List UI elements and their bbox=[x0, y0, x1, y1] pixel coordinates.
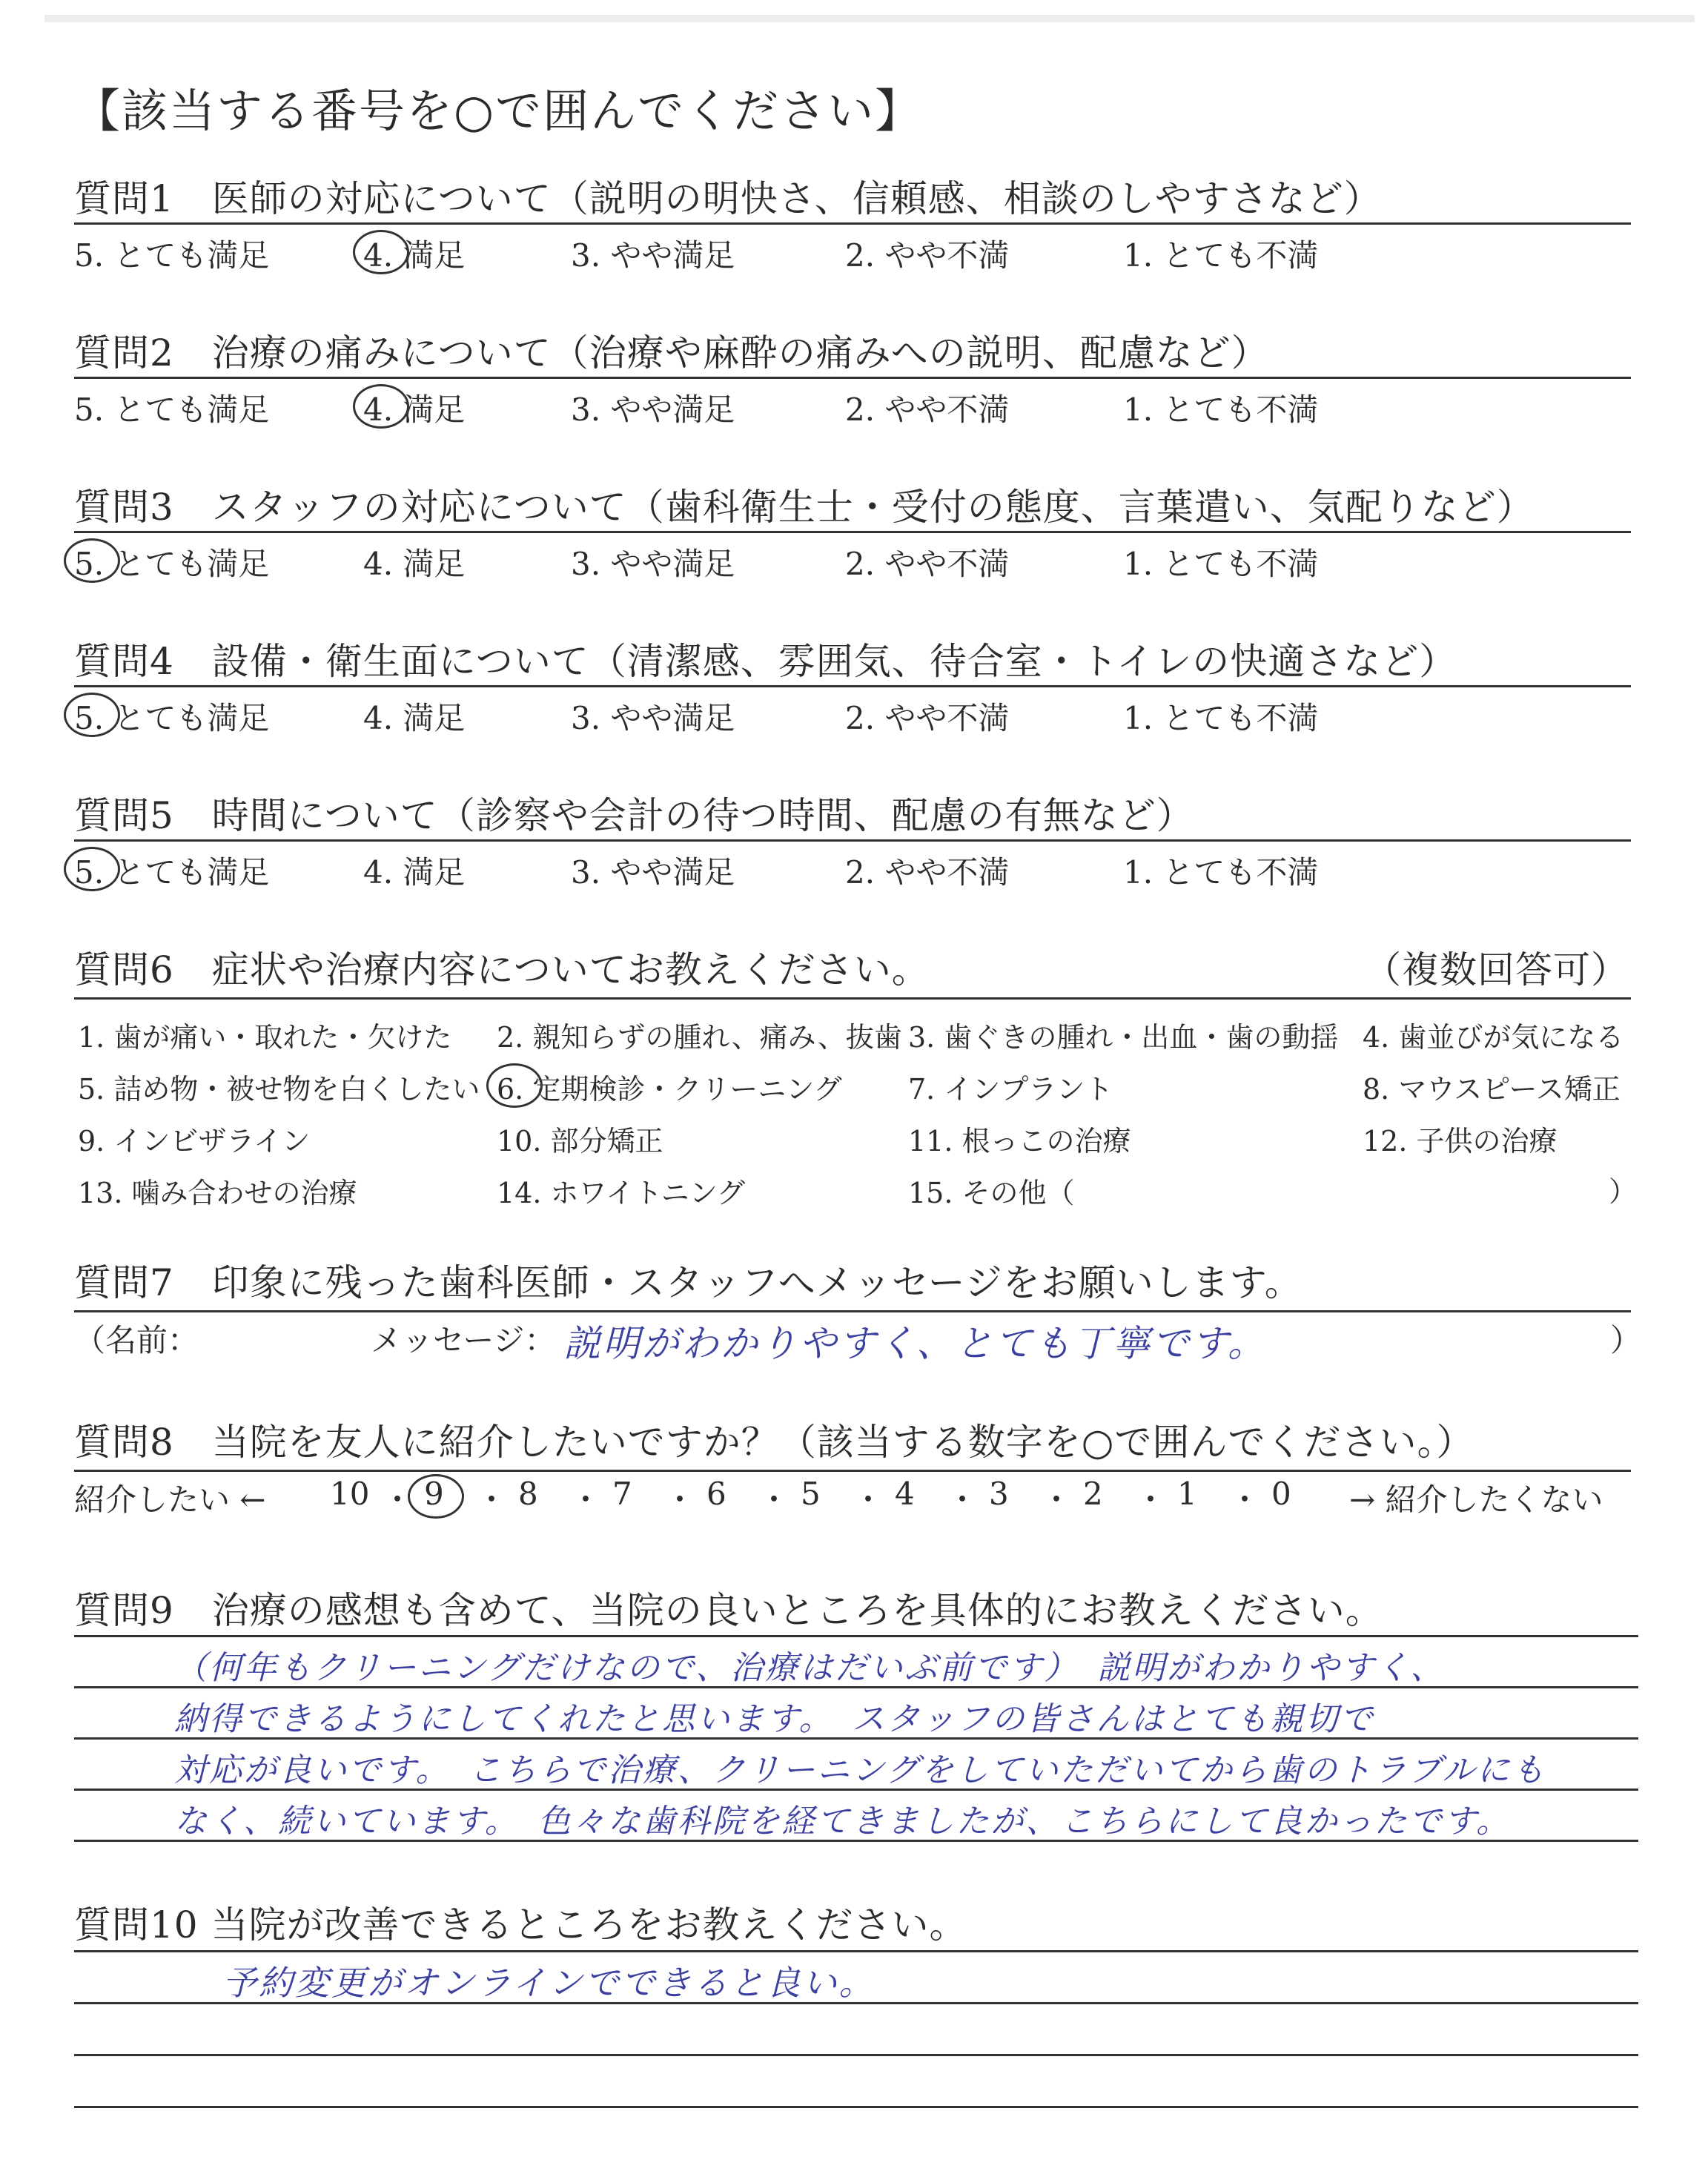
q3-option[interactable]: 5. とても満足 bbox=[74, 546, 270, 582]
q8-separator: ・ bbox=[382, 1482, 414, 1518]
q6-option[interactable]: 7. インプラント bbox=[908, 1073, 1113, 1106]
q4-option[interactable]: 3. やや満足 bbox=[571, 700, 735, 736]
q10-title: 質問10 当院が改善できるところをお教えください。 bbox=[74, 1903, 967, 1946]
answer-line bbox=[74, 1950, 1638, 1952]
q2-option[interactable]: 3. やや満足 bbox=[571, 392, 735, 428]
answer-circle bbox=[64, 847, 120, 891]
q5-title: 質問5 時間について（診察や会計の待つ時間、配慮の有無など） bbox=[74, 794, 1194, 837]
q6-rule bbox=[74, 997, 1631, 1000]
q8-right-label: → 紹介したくない bbox=[1349, 1482, 1603, 1518]
q1-title: 質問1 医師の対応について（説明の明快さ、信頼感、相談のしやすさなど） bbox=[74, 177, 1382, 220]
q8-separator: ・ bbox=[758, 1482, 790, 1518]
q8-scale-value[interactable]: 5 bbox=[801, 1476, 821, 1512]
q3-title: 質問3 スタッフの対応について（歯科衛生士・受付の態度、言葉遣い、気配りなど） bbox=[74, 486, 1535, 529]
answer-line bbox=[74, 1635, 1638, 1637]
q8-scale-value[interactable]: 4 bbox=[895, 1476, 915, 1512]
q9-handwritten-line: （何年もクリーニングだけなので、治療はだいぶ前です） 説明がわかりやすく、 bbox=[174, 1649, 1446, 1687]
page-heading: 【該当する番号を○で囲んでください】 bbox=[74, 84, 923, 138]
q7-message: 説明がわかりやすく、とても丁寧です。 bbox=[563, 1322, 1267, 1365]
answer-circle bbox=[64, 693, 120, 737]
q8-title: 質問8 当院を友人に紹介したいですか？（該当する数字を○で囲んでください。） bbox=[74, 1421, 1474, 1464]
q4-title: 質問4 設備・衛生面について（清潔感、雰囲気、待合室・トイレの快適さなど） bbox=[74, 640, 1457, 683]
q6-title: 質問6 症状や治療内容についてお教えください。 bbox=[74, 948, 930, 991]
scan-edge bbox=[44, 15, 1695, 22]
answer-line bbox=[74, 2106, 1638, 2108]
q1-rule bbox=[74, 222, 1631, 225]
q1-option[interactable]: 5. とても満足 bbox=[74, 237, 270, 274]
q8-scale-value[interactable]: 2 bbox=[1083, 1476, 1103, 1512]
q8-scale-value[interactable]: 10 bbox=[330, 1476, 370, 1512]
q8-separator: ・ bbox=[1041, 1482, 1073, 1518]
q8-separator: ・ bbox=[664, 1482, 696, 1518]
q6-option[interactable]: 5. 詰め物・被せ物を白くしたい bbox=[78, 1073, 480, 1106]
q6-option[interactable]: 8. マウスピース矯正 bbox=[1363, 1073, 1621, 1106]
q4-option[interactable]: 4. 満足 bbox=[363, 700, 466, 736]
q7-rule bbox=[74, 1310, 1631, 1312]
q2-option[interactable]: 5. とても満足 bbox=[74, 392, 270, 428]
q8-separator: ・ bbox=[853, 1482, 884, 1518]
q2-title: 質問2 治療の痛みについて（治療や麻酔の痛みへの説明、配慮など） bbox=[74, 331, 1269, 374]
q6-option[interactable]: 10. 部分矯正 bbox=[497, 1125, 663, 1157]
q6-option[interactable]: 9. インビザライン bbox=[78, 1125, 311, 1157]
q6-option[interactable]: 3. 歯ぐきの腫れ・出血・歯の動揺 bbox=[908, 1021, 1339, 1054]
q5-option[interactable]: 5. とても満足 bbox=[74, 854, 270, 891]
q6-option[interactable]: 11. 根っこの治療 bbox=[908, 1125, 1131, 1157]
q6-option[interactable]: 13. 噛み合わせの治療 bbox=[78, 1177, 357, 1209]
q9-handwritten-line: なく、続いています。 色々な歯科院を経てきましたが、こちらにして良かったです。 bbox=[174, 1803, 1512, 1840]
q4-option[interactable]: 5. とても満足 bbox=[74, 700, 270, 736]
q4-option[interactable]: 2. やや不満 bbox=[845, 700, 1010, 736]
q6-option[interactable]: 1. 歯が痛い・取れた・欠けた bbox=[78, 1021, 452, 1054]
q8-separator: ・ bbox=[570, 1482, 602, 1518]
answer-circle bbox=[353, 384, 409, 429]
answer-circle bbox=[353, 230, 409, 274]
q1-option[interactable]: 1. とても不満 bbox=[1123, 237, 1319, 274]
q3-option[interactable]: 1. とても不満 bbox=[1123, 546, 1319, 582]
q10-handwritten-line: 予約変更がオンラインでできると良い。 bbox=[222, 1963, 875, 2003]
q1-option[interactable]: 3. やや満足 bbox=[571, 237, 735, 274]
q8-separator: ・ bbox=[476, 1482, 508, 1518]
q3-rule bbox=[74, 531, 1631, 533]
q4-option[interactable]: 1. とても不満 bbox=[1123, 700, 1319, 736]
q6-note: （複数回答可） bbox=[1364, 948, 1629, 991]
q8-scale-value[interactable]: 9 bbox=[424, 1476, 444, 1512]
q2-option[interactable]: 4. 満足 bbox=[363, 392, 466, 428]
q8-scale-value[interactable]: 8 bbox=[518, 1476, 538, 1512]
q8-scale-value[interactable]: 0 bbox=[1271, 1476, 1291, 1512]
q6-option[interactable]: 12. 子供の治療 bbox=[1363, 1125, 1558, 1157]
q5-option[interactable]: 4. 満足 bbox=[363, 854, 466, 891]
q6-close-paren: ） bbox=[1609, 1175, 1638, 1208]
q6-option[interactable]: 15. その他（ bbox=[908, 1177, 1075, 1209]
q5-option[interactable]: 1. とても不満 bbox=[1123, 854, 1319, 891]
q8-scale-value[interactable]: 3 bbox=[989, 1476, 1009, 1512]
q1-option[interactable]: 2. やや不満 bbox=[845, 237, 1010, 274]
q3-option[interactable]: 4. 満足 bbox=[363, 546, 466, 582]
answer-circle bbox=[486, 1063, 543, 1108]
q4-rule bbox=[74, 685, 1631, 687]
q6-option[interactable]: 2. 親知らずの腫れ、痛み、抜歯 bbox=[497, 1021, 902, 1054]
q8-scale-value[interactable]: 7 bbox=[612, 1476, 632, 1512]
q1-option[interactable]: 4. 満足 bbox=[363, 237, 466, 274]
q6-option[interactable]: 6. 定期検診・クリーニング bbox=[497, 1073, 842, 1106]
answer-circle bbox=[408, 1474, 464, 1519]
q3-option[interactable]: 3. やや満足 bbox=[571, 546, 735, 582]
q7-message-label: メッセージ： bbox=[371, 1322, 556, 1358]
answer-circle bbox=[64, 538, 120, 583]
q7-close-paren: ） bbox=[1610, 1322, 1642, 1358]
q2-rule bbox=[74, 377, 1631, 379]
q8-scale-value[interactable]: 1 bbox=[1177, 1476, 1197, 1512]
answer-line bbox=[74, 2054, 1638, 2056]
q8-rule bbox=[74, 1470, 1631, 1472]
q8-separator: ・ bbox=[1229, 1482, 1261, 1518]
q6-option[interactable]: 4. 歯並びが気になる bbox=[1363, 1021, 1624, 1054]
q7-title: 質問7 印象に残った歯科医師・スタッフへメッセージをお願いします。 bbox=[74, 1261, 1302, 1304]
q9-title: 質問9 治療の感想も含めて、当院の良いところを具体的にお教えください。 bbox=[74, 1589, 1383, 1632]
q5-option[interactable]: 2. やや不満 bbox=[845, 854, 1010, 891]
q9-handwritten-line: 対応が良いです。 こちらで治療、クリーニングをしていただいてから歯のトラブルにも bbox=[174, 1751, 1547, 1789]
q8-separator: ・ bbox=[1135, 1482, 1167, 1518]
q5-rule bbox=[74, 839, 1631, 842]
q8-scale-value[interactable]: 6 bbox=[706, 1476, 726, 1512]
q8-left-label: 紹介したい ← bbox=[74, 1482, 266, 1518]
q8-separator: ・ bbox=[947, 1482, 979, 1518]
q5-option[interactable]: 3. やや満足 bbox=[571, 854, 735, 891]
q9-handwritten-line: 納得できるようにしてくれたと思います。 スタッフの皆さんはとても親切で bbox=[174, 1700, 1375, 1738]
q2-option[interactable]: 1. とても不満 bbox=[1123, 392, 1319, 428]
q3-option[interactable]: 2. やや不満 bbox=[845, 546, 1010, 582]
q6-option[interactable]: 14. ホワイトニング bbox=[497, 1177, 746, 1209]
q2-option[interactable]: 2. やや不満 bbox=[845, 392, 1010, 428]
q7-name-label: （名前： bbox=[74, 1322, 199, 1358]
